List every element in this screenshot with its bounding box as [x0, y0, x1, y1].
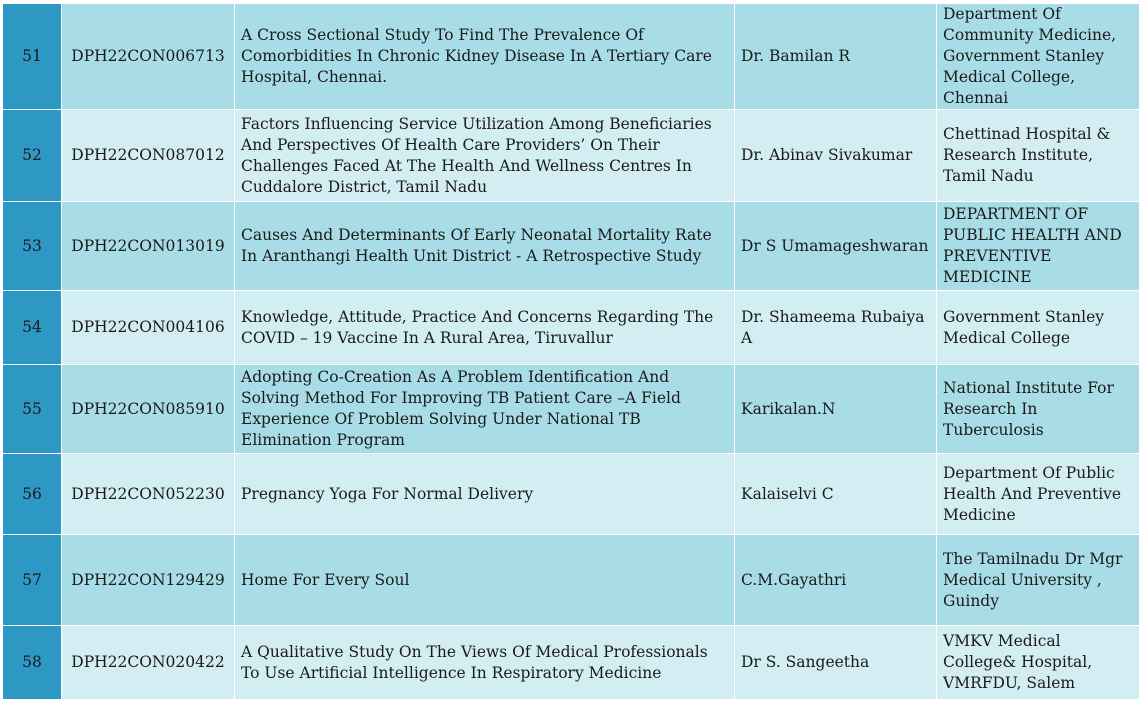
author-cell: Dr S Umamageshwaran: [735, 202, 937, 291]
abstract-id-cell: DPH22CON006713: [62, 4, 235, 110]
table-row: [3, 365, 1140, 454]
abstracts-table: [2, 3, 1140, 700]
table-row: [3, 454, 1140, 535]
affiliation-cell: Chettinad Hospital & Research Institute, Tamil Nadu: [937, 110, 1140, 202]
serial-number-cell: 58: [3, 626, 62, 700]
author-cell: Dr. Bamilan R: [735, 4, 937, 110]
abstract-id-cell: DPH22CON129429: [62, 535, 235, 626]
abstract-id-cell: DPH22CON085910: [62, 365, 235, 454]
abstract-title-cell: Knowledge, Attitude, Practice And Concerns Regarding The COVID – 19 Vaccine In A Rural Area, Tiruvallur: [235, 291, 735, 365]
table-row: [3, 291, 1140, 365]
serial-number-cell: 56: [3, 454, 62, 535]
serial-number-cell: 55: [3, 365, 62, 454]
table-row: [3, 110, 1140, 202]
abstract-title-cell: A Cross Sectional Study To Find The Prevalence Of Comorbidities In Chronic Kidney Disease In A Tertiary Care Hospital, Chennai.: [235, 4, 735, 110]
table-row: [3, 4, 1140, 110]
affiliation-cell: VMKV Medical College& Hospital, VMRFDU, Salem: [937, 626, 1140, 700]
table-row: [3, 626, 1140, 700]
abstract-id-cell: DPH22CON020422: [62, 626, 235, 700]
author-cell: Dr S. Sangeetha: [735, 626, 937, 700]
author-cell: Dr. Shameema Rubaiya A: [735, 291, 937, 365]
affiliation-cell: DEPARTMENT OF PUBLIC HEALTH AND PREVENTIVE MEDICINE: [937, 202, 1140, 291]
abstract-title-cell: A Qualitative Study On The Views Of Medical Professionals To Use Artificial Intelligence In Respiratory Medicine: [235, 626, 735, 700]
author-cell: Karikalan.N: [735, 365, 937, 454]
affiliation-cell: The Tamilnadu Dr Mgr Medical University , Guindy: [937, 535, 1140, 626]
abstract-id-cell: DPH22CON013019: [62, 202, 235, 291]
serial-number-cell: 53: [3, 202, 62, 291]
table-row: [3, 535, 1140, 626]
affiliation-cell: Government Stanley Medical College: [937, 291, 1140, 365]
abstract-id-cell: DPH22CON004106: [62, 291, 235, 365]
serial-number-cell: 51: [3, 4, 62, 110]
author-cell: Kalaiselvi C: [735, 454, 937, 535]
abstract-title-cell: Home For Every Soul: [235, 535, 735, 626]
affiliation-cell: Department Of Public Health And Preventive Medicine: [937, 454, 1140, 535]
serial-number-cell: 54: [3, 291, 62, 365]
serial-number-cell: 57: [3, 535, 62, 626]
author-cell: C.M.Gayathri: [735, 535, 937, 626]
abstract-title-cell: Adopting Co-Creation As A Problem Identification And Solving Method For Improving TB Patient Care –A Field Experience Of Problem Solving Under National TB Elimination Program: [235, 365, 735, 454]
table-row: [3, 202, 1140, 291]
abstract-title-cell: Pregnancy Yoga For Normal Delivery: [235, 454, 735, 535]
abstract-title-cell: Factors Influencing Service Utilization Among Beneficiaries And Perspectives Of Health Care Providers’ On Their Challenges Faced At The Health And Wellness Centres In Cuddalore District, Tamil Nadu: [235, 110, 735, 202]
serial-number-cell: 52: [3, 110, 62, 202]
affiliation-cell: Department Of Community Medicine, Government Stanley Medical College, Chennai: [937, 4, 1140, 110]
abstract-id-cell: DPH22CON052230: [62, 454, 235, 535]
abstract-title-cell: Causes And Determinants Of Early Neonatal Mortality Rate In Aranthangi Health Unit District - A Retrospective Study: [235, 202, 735, 291]
author-cell: Dr. Abinav Sivakumar: [735, 110, 937, 202]
abstract-id-cell: DPH22CON087012: [62, 110, 235, 202]
affiliation-cell: National Institute For Research In Tuberculosis: [937, 365, 1140, 454]
